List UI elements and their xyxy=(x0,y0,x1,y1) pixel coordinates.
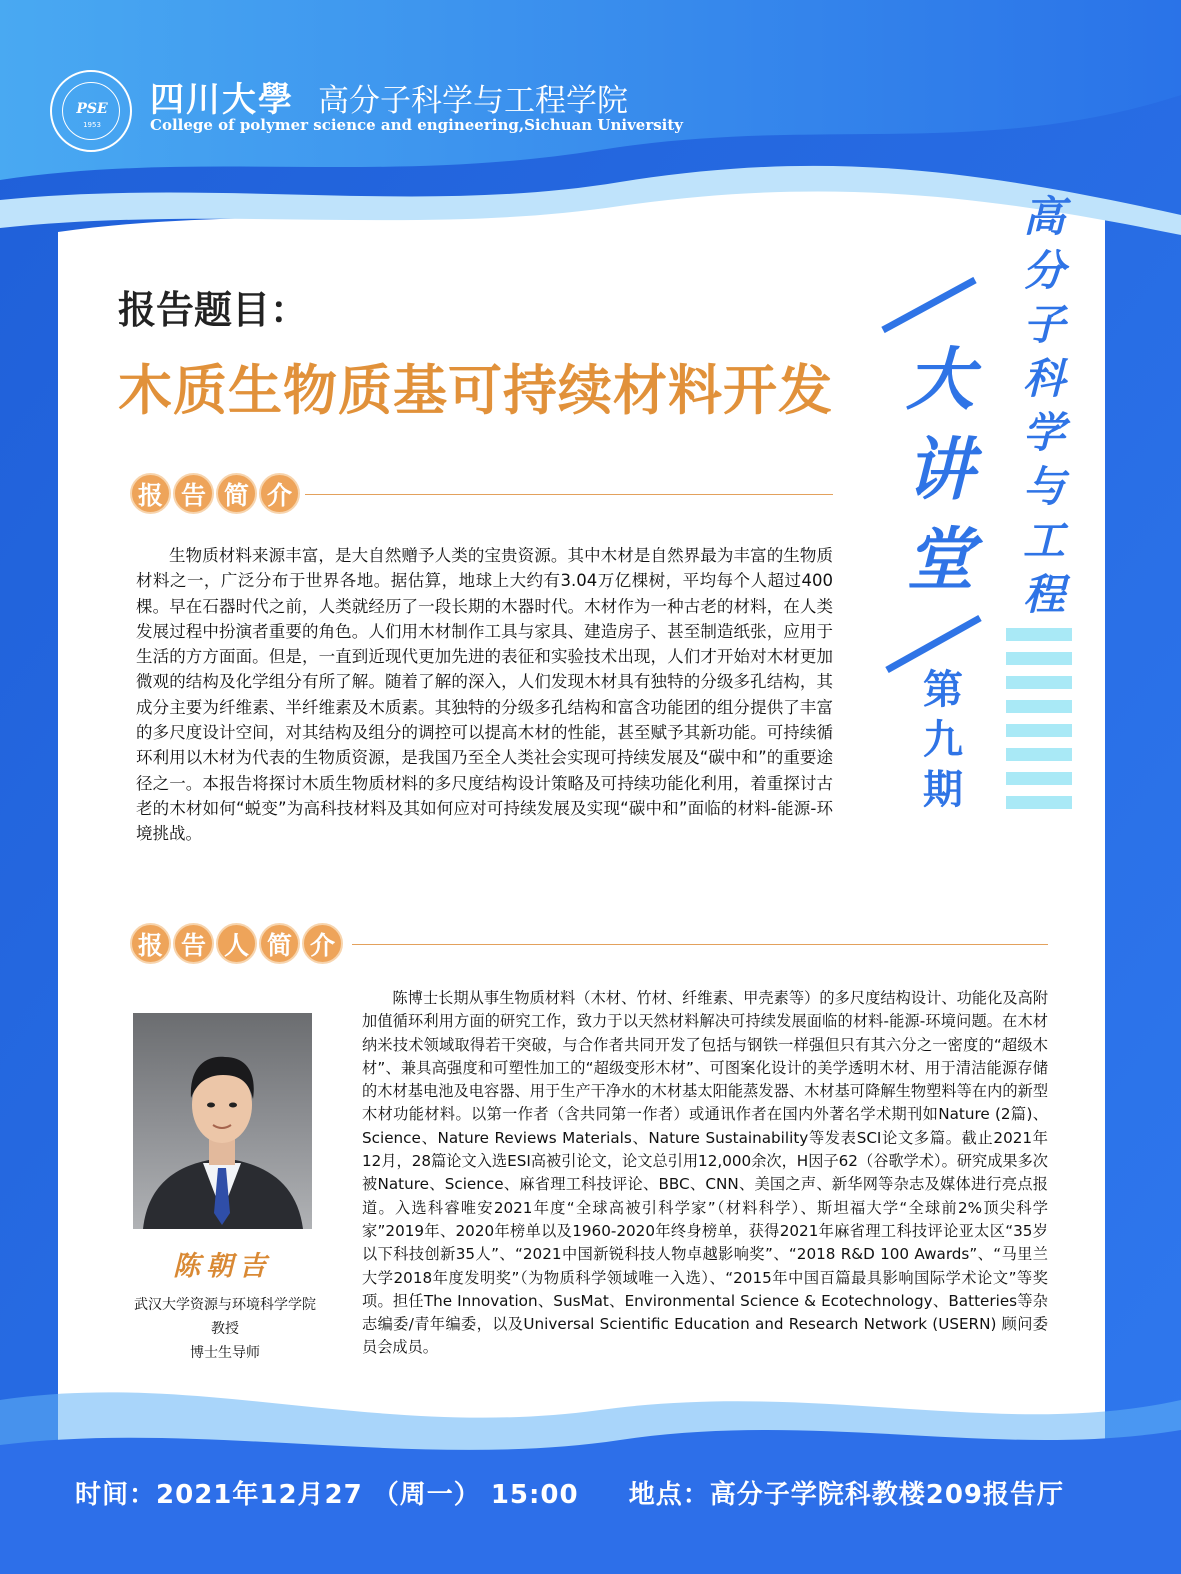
decorative-stripe xyxy=(1006,772,1072,785)
speaker-heading-rule xyxy=(352,944,1048,945)
seal-year: 1953 xyxy=(83,121,101,129)
time-label: 时间： xyxy=(75,1480,157,1510)
heading-char: 告 xyxy=(173,923,214,964)
series-name-vertical: 高分子科学与工程 xyxy=(1022,192,1065,619)
event-time: 2021年12月27 （周一） 15:00 xyxy=(156,1480,579,1510)
decorative-stripe xyxy=(1006,652,1072,665)
college-name-cn: 高分子科学与工程学院 xyxy=(318,83,628,119)
intro-section-heading xyxy=(130,473,302,514)
report-title: 木质生物质基可持续材料开发 xyxy=(118,359,833,422)
heading-char: 介 xyxy=(259,473,300,514)
decorative-stripe xyxy=(1006,748,1072,761)
decorative-stripe xyxy=(1006,700,1072,713)
speaker-photo xyxy=(133,1013,312,1229)
heading-char: 报 xyxy=(130,473,171,514)
decorative-stripe xyxy=(1006,676,1072,689)
heading-char: 人 xyxy=(216,923,257,964)
speaker-section-heading xyxy=(130,923,345,964)
event-info-footer xyxy=(75,1474,1064,1511)
issue-number: 第九期 xyxy=(923,667,963,813)
speaker-affiliation: 武汉大学资源与环境科学学院 xyxy=(134,1297,316,1313)
speaker-bio: 陈博士长期从事生物质材料（木材、竹材、纤维素、甲壳素等）的多尺度结构设计、功能化及高附加值循环利用方面的研究工作，致力于以天然材料解决可持续发展面临的材料-能源-环境问题。在木材纳米技术领域取得若干突破，与合作者共同开发了包括与钢铁一样强但只有其六分之一密度的“超级木材”、兼具高强度和可塑性加工的“超级变形木材”、可图案化设计的美学透明木材、用于清洁能源存储的木材基电池及电容器、用于生产干净水的木材基太阳能蒸发器、木材基可降解生物塑料等在内的新型木材功能材料。以第一作者（含共同第一作者）或通讯作者在国内外著名学术期刊如Nature (2篇)、Science、Nature Reviews Materials、Nature Sustainability等发表SCI论文多篇。截止2021年12月，28篇论文入选ESI高被引论文，论文总引用12,000余次，H因子62（谷歌学术）。研究成果多次被Nature、Science、麻省理工科技评论、BBC、CNN、美国之声、新华网等杂志及媒体进行亮点报道。入选科睿唯安2021年度“全球高被引科学家”（材料科学）、斯坦福大学“全球前2%顶尖科学家”2019年、2020年榜单以及1960-2020年终身榜单，获得2021年麻省理工科技评论亚太区“35岁以下科技创新35人”、“2021中国新锐科技人物卓越影响奖”、“2018 R&D 100 Awards”、“马里兰大学2018年度发明奖”（为物质科学领域唯一入选）、“2015年中国百篇最具影响国际学术论文”等奖项。担任The Innovation、SusMat、Environmental Science & Ecotechnology、Batteries等杂志编委/青年编委，以及Universal Scientific Education and Research Network (USERN) 顾问委员会成员。 xyxy=(362,989,1048,1357)
university-name: 四川大學 xyxy=(150,80,294,120)
heading-char: 介 xyxy=(302,923,343,964)
lecture-title-vertical: 大讲堂 xyxy=(905,340,974,600)
decorative-stripe xyxy=(1006,628,1072,641)
report-abstract: 生物质材料来源丰富，是大自然赠予人类的宝贵资源。其中木材是自然界最为丰富的生物质材料之一，广泛分布于世界各地。据估算，地球上大约有3.04万亿棵树，平均每个人超过400棵。早在石器时代之前，人类就经历了一段长期的木器时代。木材作为一种古老的材料，在人类发展过程中扮演者重要的角色。人们用木材制作工具与家具、建造房子、甚至制造纸张，应用于生活的方方面面。但是，一直到近现代更加先进的表征和实验技术出现，人们才开始对木材更加微观的结构及化学组分有所了解。随着了解的深入，人们发现木材具有独特的分级多孔结构，其成分主要为纤维素、半纤维素及木质素。其独特的分级多孔结构和富含功能团的组分提供了丰富的多尺度设计空间，对其结构及组分的调控可以提高木材的性能，甚至赋予其新功能。可持续循环利用以木材为代表的生物质资源，是我国乃至全人类社会实现可持续发展及“碳中和”的重要途径之一。本报告将探讨木质生物质材料的多尺度结构设计策略及可持续功能化利用，着重探讨古老的木材如何“蜕变”为高科技材料及其如何应对可持续发展及实现“碳中和”面临的材料-能源-环境挑战。 xyxy=(136,546,833,844)
college-name-en: College of polymer science and engineering,Sichuan University xyxy=(150,116,684,134)
heading-char: 简 xyxy=(259,923,300,964)
decorative-stripe xyxy=(1006,724,1072,737)
intro-heading-rule xyxy=(305,494,833,495)
university-seal-logo xyxy=(50,70,132,152)
speaker-role: 博士生导师 xyxy=(190,1345,260,1361)
decorative-stripe xyxy=(1006,796,1072,809)
heading-char: 报 xyxy=(130,923,171,964)
heading-char: 告 xyxy=(173,473,214,514)
event-location: 高分子学院科教楼209报告厅 xyxy=(709,1480,1065,1510)
report-title-label: 报告题目： xyxy=(118,288,309,332)
speaker-name: 陈朝吉 xyxy=(173,1251,272,1282)
heading-char: 简 xyxy=(216,473,257,514)
seal-text: PSE xyxy=(76,101,108,117)
place-label: 地点： xyxy=(628,1480,710,1510)
speaker-title: 教授 xyxy=(211,1321,239,1337)
